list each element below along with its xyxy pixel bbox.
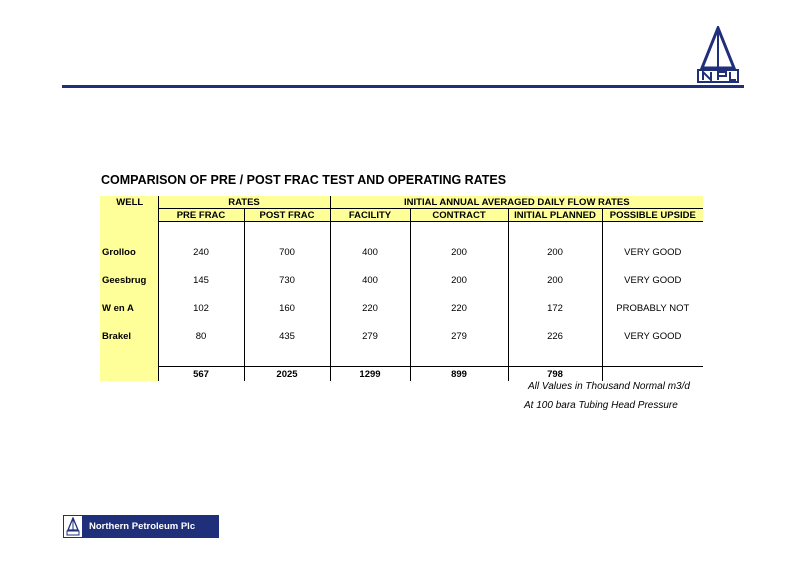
table-cell: 220 [410, 294, 508, 322]
page-title: COMPARISON OF PRE / POST FRAC TEST AND OPERATING RATES [101, 173, 507, 187]
total-cell: 1299 [330, 367, 410, 382]
table-cell: 700 [244, 238, 330, 266]
table-cell: 172 [508, 294, 602, 322]
well-name: W en A [100, 294, 158, 322]
column-header: POSSIBLE UPSIDE [602, 209, 703, 222]
group-initial-header: INITIAL ANNUAL AVERAGED DAILY FLOW RATES [330, 196, 703, 209]
rates-table [100, 196, 703, 381]
column-header: INITIAL PLANNED [508, 209, 602, 222]
table-cell: PROBABLY NOT [602, 294, 703, 322]
total-cell: 798 [508, 367, 602, 382]
table-cell: 145 [158, 266, 244, 294]
totals-row [100, 367, 703, 382]
table-cell: 200 [508, 238, 602, 266]
well-name: Geesbrug [100, 266, 158, 294]
company-mark-icon [63, 515, 83, 538]
total-cell [602, 367, 703, 382]
well-name: Brakel [100, 322, 158, 350]
footer-logo [63, 515, 219, 538]
table-cell: 200 [410, 238, 508, 266]
total-cell: 2025 [244, 367, 330, 382]
company-name: Northern Petroleum Plc [89, 521, 196, 532]
pressure-note: At 100 bara Tubing Head Pressure [524, 400, 678, 411]
table-row [100, 322, 703, 350]
table-cell: VERY GOOD [602, 238, 703, 266]
table-cell: 200 [508, 266, 602, 294]
well-name: Grolloo [100, 238, 158, 266]
company-logo-icon [696, 26, 740, 84]
table-cell: 240 [158, 238, 244, 266]
column-header: POST FRAC [244, 209, 330, 222]
table-row [100, 294, 703, 322]
column-header: PRE FRAC [158, 209, 244, 222]
column-header: FACILITY [330, 209, 410, 222]
table-row [100, 266, 703, 294]
units-note: All Values in Thousand Normal m3/d [528, 381, 690, 392]
column-header: CONTRACT [410, 209, 508, 222]
table-cell: 730 [244, 266, 330, 294]
table-cell: 220 [330, 294, 410, 322]
table-cell: 160 [244, 294, 330, 322]
well-header: WELL [100, 196, 158, 209]
table-row [100, 238, 703, 266]
header-row-groups [100, 196, 703, 209]
group-rates-header: RATES [158, 196, 330, 209]
table-cell: 279 [410, 322, 508, 350]
table-cell: VERY GOOD [602, 266, 703, 294]
total-cell: 567 [158, 367, 244, 382]
table-cell: 226 [508, 322, 602, 350]
table-cell: 400 [330, 238, 410, 266]
table-cell: 400 [330, 266, 410, 294]
table-cell: VERY GOOD [602, 322, 703, 350]
table-cell: 279 [330, 322, 410, 350]
total-cell: 899 [410, 367, 508, 382]
header-row-columns [100, 209, 703, 222]
table-cell: 200 [410, 266, 508, 294]
header-rule [62, 85, 744, 88]
table-cell: 102 [158, 294, 244, 322]
table-cell: 80 [158, 322, 244, 350]
table-cell: 435 [244, 322, 330, 350]
